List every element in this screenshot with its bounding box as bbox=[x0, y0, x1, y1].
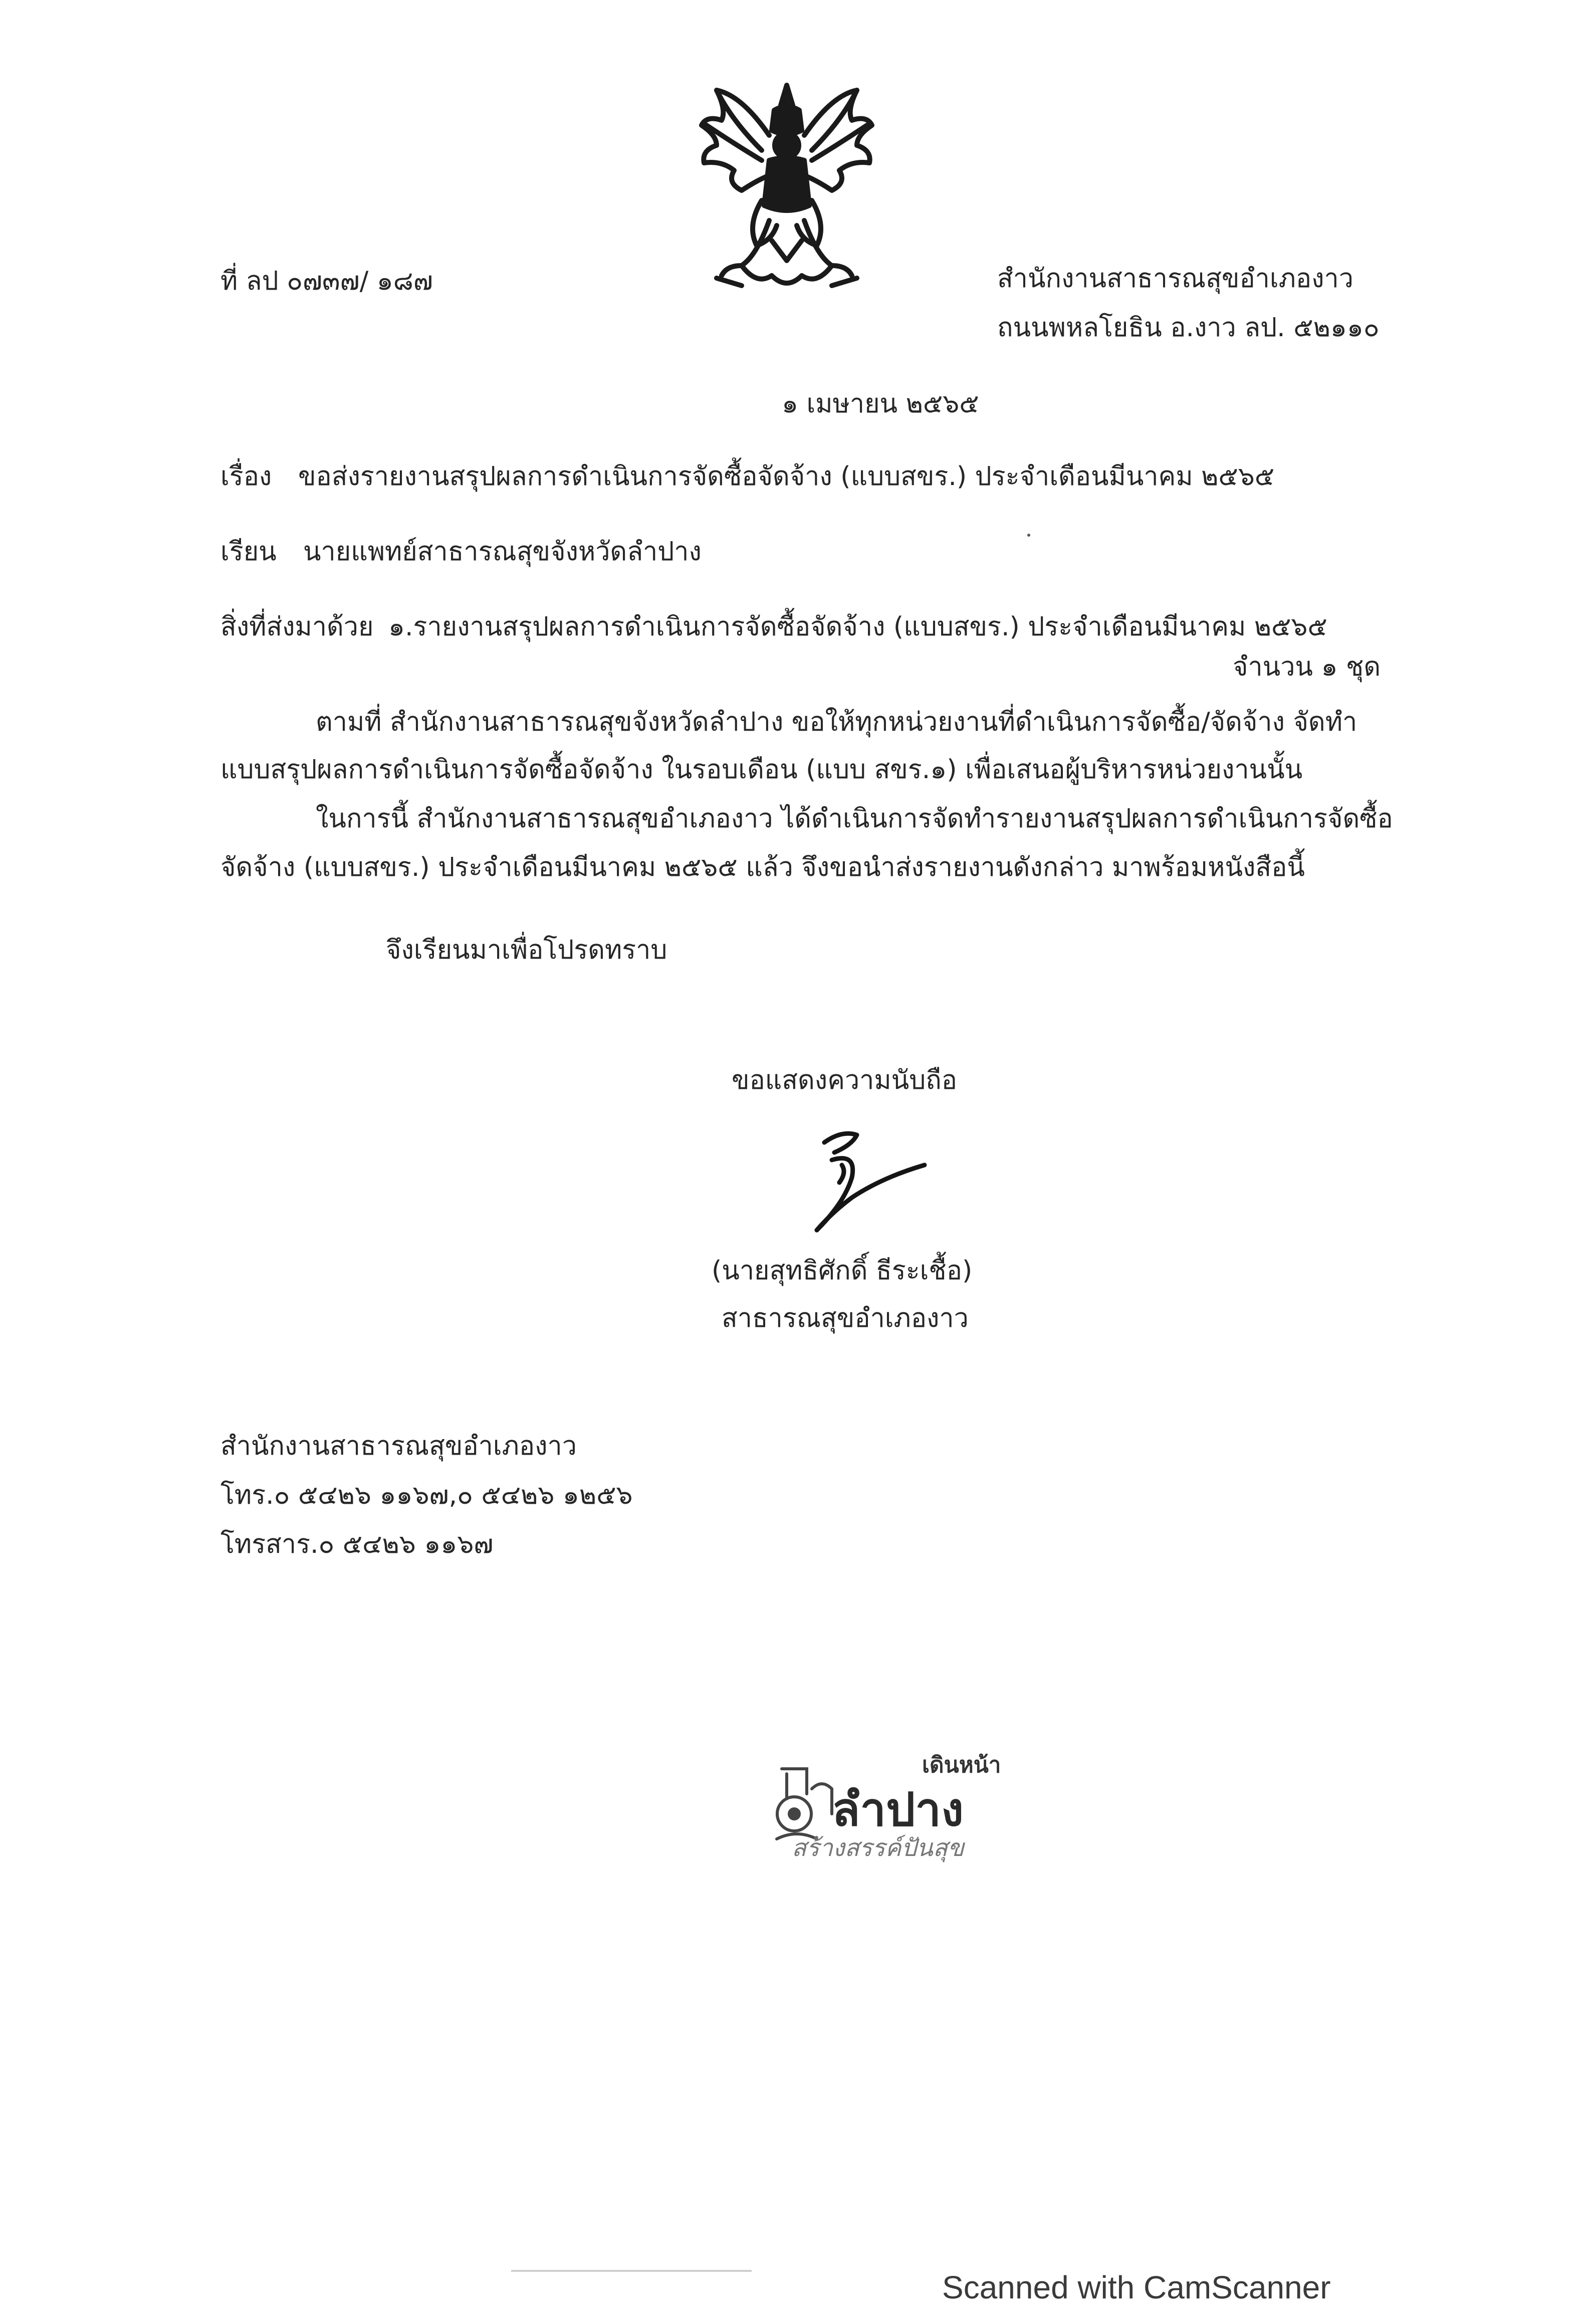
letter-date: ๑ เมษายน ๒๕๖๕ bbox=[782, 389, 979, 419]
logo-top-text: เดินหน้า bbox=[922, 1752, 1001, 1778]
contact-phone: โทร.๐ ๕๔๒๖ ๑๑๖๗,๐ ๕๔๒๖ ๑๒๕๖ bbox=[220, 1480, 633, 1510]
logo-main-text: ลำปาง bbox=[832, 1783, 964, 1836]
signature-icon bbox=[797, 1122, 937, 1238]
closing-request: จึงเรียนมาเพื่อโปรดทราบ bbox=[386, 935, 667, 965]
signer-name: (นายสุทธิศักดิ์ ธีระเชื้อ) bbox=[712, 1256, 973, 1286]
body-paragraph-2-line-2: จัดจ้าง (แบบสขร.) ประจำเดือนมีนาคม ๒๕๖๕ แล้ว จึงขอนำส่งรายงานดังกล่าว มาพร้อมหนังสือนี้ bbox=[220, 852, 1305, 882]
office-name: สำนักงานสาธารณสุขอำเภองาว bbox=[997, 264, 1353, 294]
footer-divider bbox=[511, 2270, 752, 2272]
logo-sub-text: สร้างสรรค์ปันสุข bbox=[792, 1834, 964, 1862]
body-paragraph-1-line-1: ตามที่ สำนักงานสาธารณสุขจังหวัดลำปาง ขอให้ทุกหน่วยงานที่ดำเนินการจัดซื้อ/จัดจ้าง จัดทำ bbox=[316, 707, 1357, 737]
body-paragraph-1-line-2: แบบสรุปผลการดำเนินการจัดซื้อจัดจ้าง ในรอบเดือน (แบบ สขร.๑) เพื่อเสนอผู้บริหารหน่วยงานนั้น bbox=[220, 755, 1303, 785]
scan-speck bbox=[1027, 534, 1030, 537]
reference-number: ที่ ลป ๐๗๓๗/ ๑๘๗ bbox=[220, 266, 433, 296]
recipient-label: เรียน bbox=[220, 537, 277, 567]
enclosure-label: สิ่งที่ส่งมาด้วย bbox=[220, 612, 374, 642]
contact-fax: โทรสาร.๐ ๕๔๒๖ ๑๑๖๗ bbox=[220, 1529, 494, 1559]
body-paragraph-2-line-1: ในการนี้ สำนักงานสาธารณสุขอำเภองาว ได้ดำเนินการจัดทำรายงานสรุปผลการดำเนินการจัดซื้อ bbox=[316, 804, 1393, 834]
subject-text: ขอส่งรายงานสรุปผลการดำเนินการจัดซื้อจัดจ้าง (แบบสขร.) ประจำเดือนมีนาคม ๒๕๖๕ bbox=[298, 461, 1275, 492]
closing-salutation: ขอแสดงความนับถือ bbox=[732, 1065, 957, 1095]
recipient-text: นายแพทย์สาธารณสุขจังหวัดลำปาง bbox=[303, 537, 702, 567]
subject-label: เรื่อง bbox=[220, 461, 272, 492]
contact-office: สำนักงานสาธารณสุขอำเภองาว bbox=[220, 1431, 577, 1461]
scanner-watermark: Scanned with CamScanner bbox=[942, 2269, 1331, 2305]
garuda-emblem-icon bbox=[687, 75, 887, 301]
office-address: ถนนพหลโยธิน อ.งาว ลป. ๕๒๑๑๐ bbox=[997, 313, 1380, 343]
signer-title: สาธารณสุขอำเภองาว bbox=[722, 1303, 969, 1333]
enclosure-quantity: จำนวน ๑ ชุด bbox=[1233, 652, 1381, 682]
enclosure-text: ๑.รายงานสรุปผลการดำเนินการจัดซื้อจัดจ้าง (แบบสขร.) ประจำเดือนมีนาคม ๒๕๖๕ bbox=[388, 612, 1327, 642]
